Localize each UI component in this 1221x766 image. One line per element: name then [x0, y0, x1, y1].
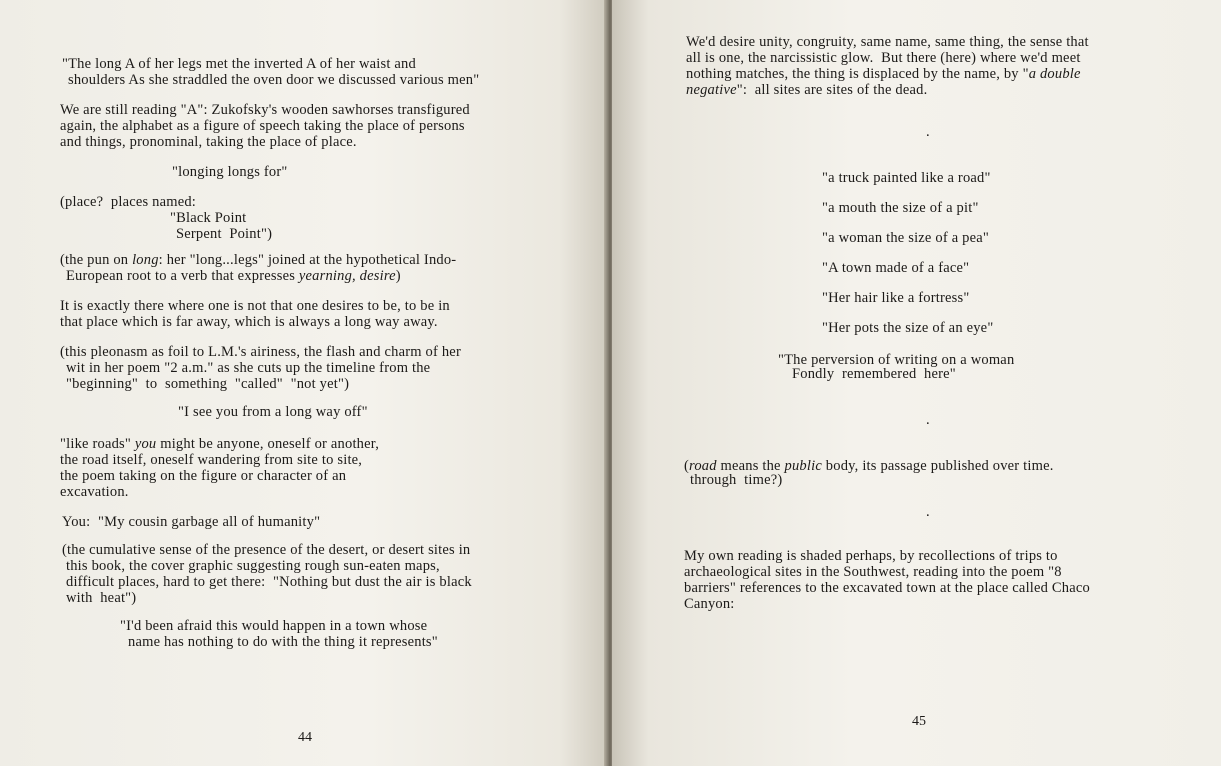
text-line: wit in her poem "2 a.m." as she cuts up the timeline from the — [66, 360, 431, 376]
text-line: "Her pots the size of an eye" — [822, 320, 994, 336]
text-line: that place which is far away, which is always a long way away. — [60, 314, 438, 330]
text-line: "beginning" to something "called" "not yet") — [66, 376, 350, 392]
text-line: "like roads" you might be anyone, oneself or another, — [60, 436, 380, 452]
text-line: Fondly remembered here" — [792, 366, 956, 382]
text-line: It is exactly there where one is not that one desires to be, to be in — [60, 298, 450, 314]
text-line: "Black Point — [170, 210, 247, 226]
text-line: this book, the cover graphic suggesting rough sun-eaten maps, — [66, 558, 440, 574]
page-number: 44 — [298, 730, 312, 745]
text-line: European root to a verb that expresses yearning, desire) — [66, 268, 401, 284]
text-line: "The long A of her legs met the inverted A of her waist and — [62, 56, 416, 72]
text-line: "I'd been afraid this would happen in a town whose — [120, 618, 428, 634]
text-line: barriers" references to the excavated town at the place called Chaco — [684, 580, 1090, 596]
text-line: "I see you from a long way off" — [178, 404, 368, 420]
text-line: negative": all sites are sites of the dead. — [686, 82, 928, 98]
text-line: the road itself, oneself wandering from site to site, — [60, 452, 363, 468]
text-line: excavation. — [60, 484, 129, 500]
text-line: "a mouth the size of a pit" — [822, 200, 979, 216]
text-line: again, the alphabet as a figure of speech taking the place of persons — [60, 118, 465, 134]
text-line: (this pleonasm as foil to L.M.'s airiness, the flash and charm of her — [60, 344, 461, 360]
text-line: (road means the public body, its passage published over time. — [684, 458, 1054, 474]
section-dot: . — [926, 124, 930, 140]
text-line: all is one, the narcissistic glow. But there (here) where we'd meet — [686, 50, 1081, 66]
text-line: difficult places, hard to get there: "Nothing but dust the air is black — [66, 574, 472, 590]
text-line: and things, pronominal, taking the place of place. — [60, 134, 357, 150]
text-line: "A town made of a face" — [822, 260, 970, 276]
text-line: "a woman the size of a pea" — [822, 230, 990, 246]
page-number: 45 — [912, 714, 926, 729]
text-line: We'd desire unity, congruity, same name, same thing, the sense that — [686, 34, 1089, 50]
text-line: "longing longs for" — [172, 164, 288, 180]
section-dot: . — [926, 504, 930, 520]
text-line: You: "My cousin garbage all of humanity" — [62, 514, 321, 530]
text-line: nothing matches, the thing is displaced by the name, by "a double — [686, 66, 1081, 82]
text-line: shoulders As she straddled the oven door we discussed various men" — [68, 72, 480, 88]
text-line: We are still reading "A": Zukofsky's wooden sawhorses transfigured — [60, 102, 470, 118]
text-line: archaeological sites in the Southwest, reading into the poem "8 — [684, 564, 1062, 580]
right-page — [612, 0, 1221, 766]
text-line: Serpent Point") — [176, 226, 273, 242]
text-line: My own reading is shaded perhaps, by recollections of trips to — [684, 548, 1058, 564]
section-dot: . — [926, 412, 930, 428]
text-line: "Her hair like a fortress" — [822, 290, 970, 306]
text-line: (place? places named: — [60, 194, 197, 210]
text-line: name has nothing to do with the thing it represents" — [128, 634, 438, 650]
text-line: "The perversion of writing on a woman — [778, 352, 1015, 368]
text-line: (the cumulative sense of the presence of the desert, or desert sites in — [62, 542, 471, 558]
text-line: through time?) — [690, 472, 783, 488]
text-line: the poem taking on the figure or character of an — [60, 468, 347, 484]
text-line: with heat") — [66, 590, 137, 606]
left-page — [0, 0, 608, 766]
text-line: (the pun on long: her "long...legs" joined at the hypothetical Indo- — [60, 252, 457, 268]
text-line: "a truck painted like a road" — [822, 170, 991, 186]
text-line: Canyon: — [684, 596, 735, 612]
